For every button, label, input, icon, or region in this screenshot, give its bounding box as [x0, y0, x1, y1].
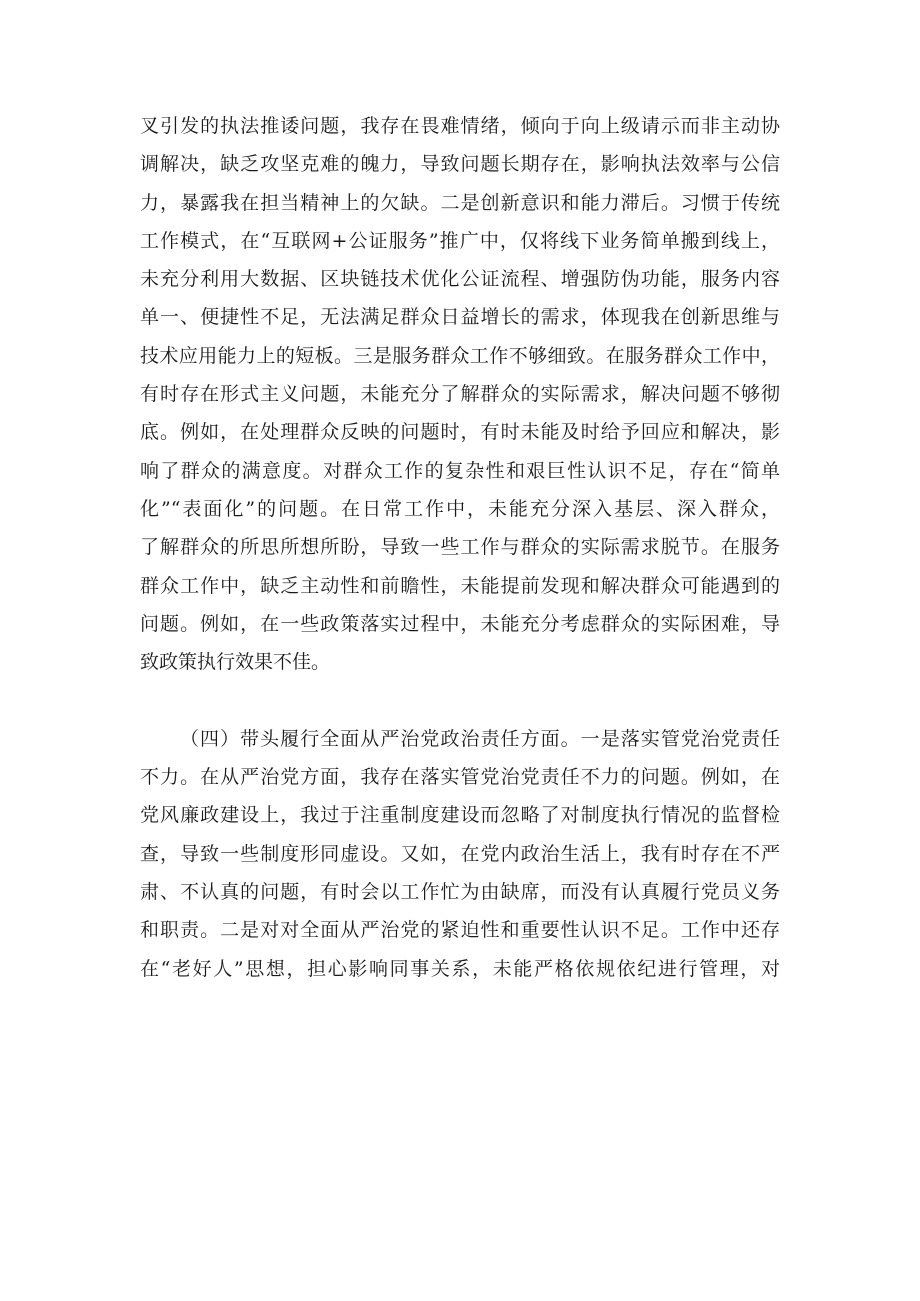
- text-line: 了解群众的所思所想所盼，导致一些工作与群众的实际需求脱节。在服务: [140, 536, 780, 559]
- text-line: 单一、便捷性不足，无法满足群众日益增长的需求，体现我在创新思维与: [140, 306, 780, 329]
- text-line: 致政策执行效果不佳。: [140, 651, 331, 674]
- paragraph-2: [140, 720, 780, 988]
- text-line: 和职责。二是对对全面从严治党的紧迫性和重要性认识不足。工作中还存: [140, 919, 780, 942]
- text-line: 不力。在从严治党方面，我存在落实管党治党责任不力的问题。例如，在: [140, 766, 780, 789]
- text-line: 查，导致一些制度形同虚设。又如，在党内政治生活上，我有时存在不严: [140, 842, 780, 865]
- text-line: 未充分利用大数据、区块链技术优化公证流程、增强防伪功能，服务内容: [140, 268, 780, 291]
- text-line: 工作模式，在“互联网+公证服务”推广中，仅将线下业务简单搬到线上，: [140, 229, 780, 252]
- document-body: [140, 107, 780, 988]
- text-line: 调解决，缺乏攻坚克难的魄力，导致问题长期存在，影响执法效率与公信: [140, 153, 780, 176]
- text-line: 响了群众的满意度。对群众工作的复杂性和艰巨性认识不足，存在“简单: [140, 459, 780, 482]
- text-line: 有时存在形式主义问题，未能充分了解群众的实际需求，解决问题不够彻: [140, 383, 780, 406]
- text-line: 底。例如，在处理群众反映的问题时，有时未能及时给予回应和解决，影: [140, 421, 780, 444]
- text-line: 技术应用能力上的短板。三是服务群众工作不够细致。在服务群众工作中，: [140, 344, 780, 367]
- text-line: 化”“表面化”的问题。在日常工作中，未能充分深入基层、深入群众，: [140, 497, 780, 520]
- text-line: 群众工作中，缺乏主动性和前瞻性，未能提前发现和解决群众可能遇到的: [140, 574, 780, 597]
- section-heading-line: （四）带头履行全面从严治党政治责任方面。一是落实管党治党责任: [180, 727, 780, 750]
- text-line: 叉引发的执法推诿问题，我存在畏难情绪，倾向于向上级请示而非主动协: [140, 115, 780, 137]
- text-line: 力，暴露我在担当精神上的欠缺。二是创新意识和能力滞后。习惯于传统: [140, 191, 780, 214]
- text-line: 问题。例如，在一些政策落实过程中，未能充分考虑群众的实际困难，导: [140, 612, 780, 635]
- paragraph-spacer: [140, 681, 780, 719]
- text-line: 党风廉政建设上，我过于注重制度建设而忽略了对制度执行情况的监督检: [140, 804, 780, 827]
- paragraph-1: [140, 107, 780, 681]
- text-line: 在“老好人”思想，担心影响同事关系，未能严格依规依纪进行管理，对: [140, 957, 780, 980]
- text-line: 肃、不认真的问题，有时会以工作忙为由缺席，而没有认真履行党员义务: [140, 880, 780, 903]
